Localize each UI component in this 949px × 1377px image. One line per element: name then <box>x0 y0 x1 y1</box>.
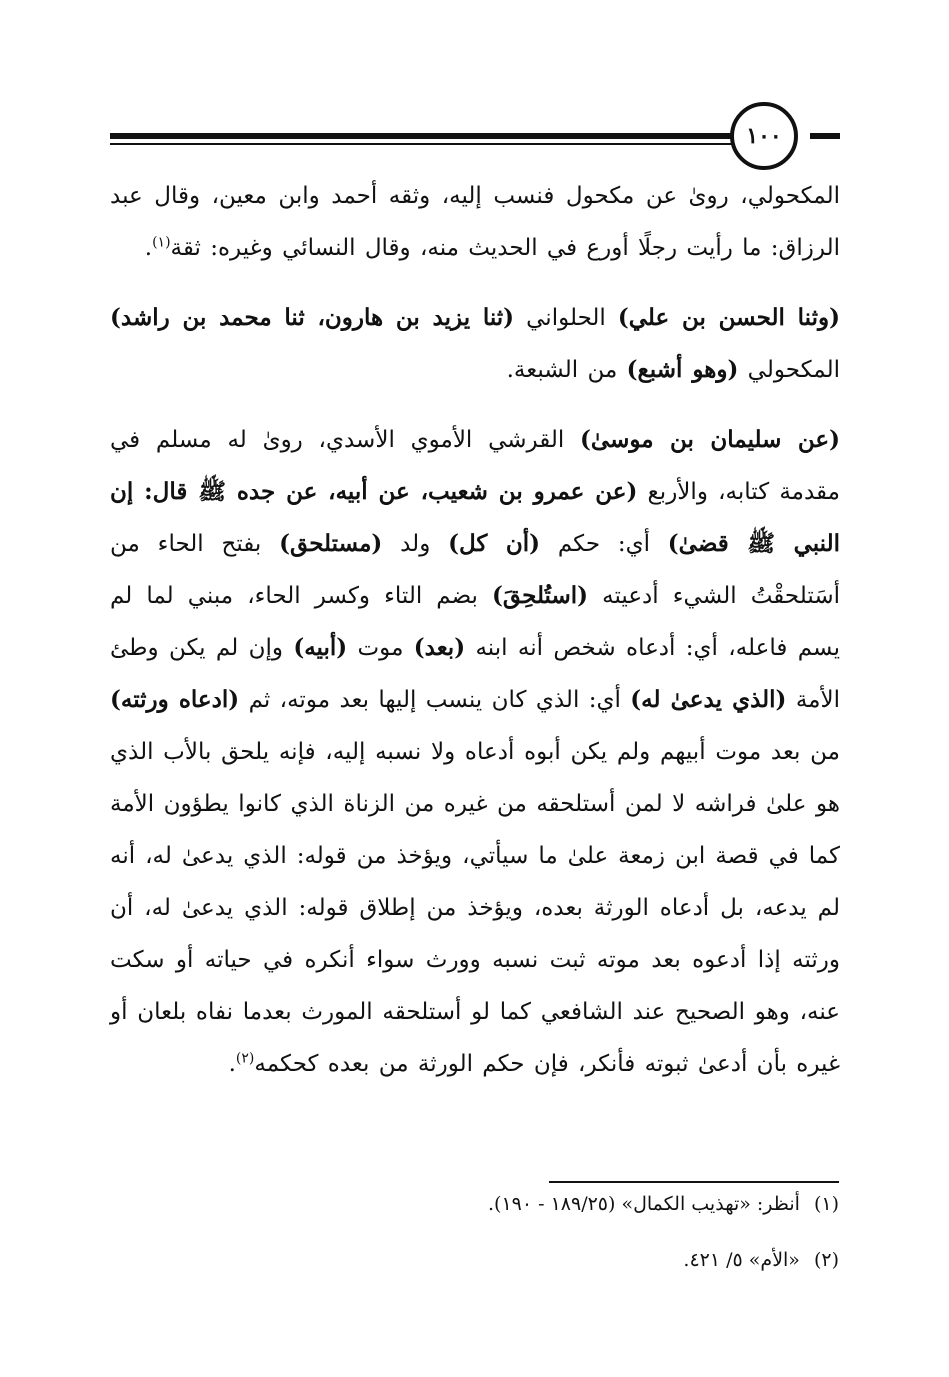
p3-bold-3: (أن كل) <box>448 530 541 557</box>
header-rule-thick <box>110 133 740 139</box>
p3-text-5: بضم التاء وكسر الحاء، مبني لما لم يسم فاعله، أي: أدعاه شخص أنه ابنه <box>110 583 840 661</box>
p3-text-7: وإن لم يكن وطئ الأمة <box>110 635 840 713</box>
footnote-text: أنظر: «تهذيب الكمال» (١٨٩/٢٥ - ١٩٠). <box>488 1193 800 1215</box>
footnote-1 <box>109 1188 839 1220</box>
footnote-ref-1: (١) <box>152 234 171 251</box>
p2-bold-1: (وثنا الحسن بن علي) <box>617 304 841 331</box>
footnote-ref-2: (٢) <box>235 1050 255 1067</box>
p3-bold-4: (مستلحق) <box>279 530 383 557</box>
page-header <box>110 100 840 180</box>
p3-bold-9: (ادعاه ورثته) <box>110 686 240 713</box>
page-number: ١٠٠ <box>730 102 798 170</box>
p3-text-1: القرشي الأموي الأسدي، رویٰ له مسلم في مقدمة كتابه، والأربع <box>110 427 840 505</box>
p2-text-1: الحلواني <box>514 305 618 331</box>
p3-bold-5: (استُلحِقَ) <box>492 582 589 609</box>
p2-bold-3: (وهو أشبع) <box>626 356 739 383</box>
footnote-number: (٢) <box>813 1249 839 1271</box>
p3-bold-1: (عن سليمان بن موسىٰ) <box>580 426 841 453</box>
header-rule-thin <box>110 143 740 145</box>
main-text <box>110 170 840 1090</box>
p3-bold-8: (الذي يدعىٰ له) <box>630 686 787 713</box>
p3-bold-6: (بعد) <box>413 634 466 661</box>
p3-text-9: من بعد موت أبيهم ولم يكن أبوه أدعاه ولا نسبه إليه، فإنه يلحق بالأب الذي هو علىٰ فراشه لا لمن أستلحقه من غيره من الزناة الذي كانوا يطؤون الأمة كما في قصة ابن زمعة علىٰ ما سيأتي، ويؤخذ من قوله: الذي يدعىٰ له، أنه لم يدعه، بل أدعاه الورثة بعده، ويؤخذ من إطلاق قوله: الذي يدعىٰ له، أن ورثته إذا أدعوه بعد موته ثبت نسبه وورث سواء أنكره في حياته أو سكت عنه، وهو الصحيح عند الشافعي كما لو أستلحقه المورث بعدما نفاه بلعان أو غيره بأن أدعىٰ ثبوته فأنكر، فإن حكم الورثة من بعده كحكمه <box>110 739 840 1077</box>
p2-text-3: من الشبعة. <box>506 357 627 383</box>
p3-end: . <box>228 1051 236 1077</box>
paragraph-2 <box>110 292 840 396</box>
footnotes <box>109 1188 839 1300</box>
footnote-2 <box>109 1244 839 1276</box>
p3-bold-2: (عن عمرو بن شعيب، عن أبيه، عن جده ﷺ قال: إن النبي ﷺ قضىٰ) <box>110 478 841 557</box>
paragraph-3 <box>110 414 840 1090</box>
p3-text-2: أي: حكم <box>540 531 668 557</box>
footnote-number: (١) <box>813 1193 839 1215</box>
p2-text-2: المكحولي <box>738 357 840 383</box>
p3-text-6: موت <box>347 635 414 661</box>
p2-bold-2: (ثنا يزيد بن هارون، ثنا محمد بن راشد) <box>110 304 515 331</box>
p3-text-4: بفتح الحاء من أسَتلحقْتُ الشيء أدعيته <box>110 531 840 609</box>
footnote-text: «الأم» ٥/ ٤٢١. <box>683 1249 800 1271</box>
p3-text-8: أي: الذي كان ينسب إليها بعد موته، ثم <box>239 687 631 713</box>
p3-bold-7: (أبيه) <box>293 634 348 661</box>
p3-text-3: ولد <box>382 531 449 557</box>
header-rule-right <box>810 133 840 139</box>
footnote-divider <box>549 1181 839 1183</box>
p1-text: المكحولي، رویٰ عن مكحول فنسب إليه، وثقه أحمد وابن معين، وقال عبد الرزاق: ما رأيت رجلًا أورع في الحديث منه، وقال النسائي وغيره: ثقة <box>110 183 841 261</box>
paragraph-1 <box>110 170 840 274</box>
p1-end: . <box>144 235 153 261</box>
